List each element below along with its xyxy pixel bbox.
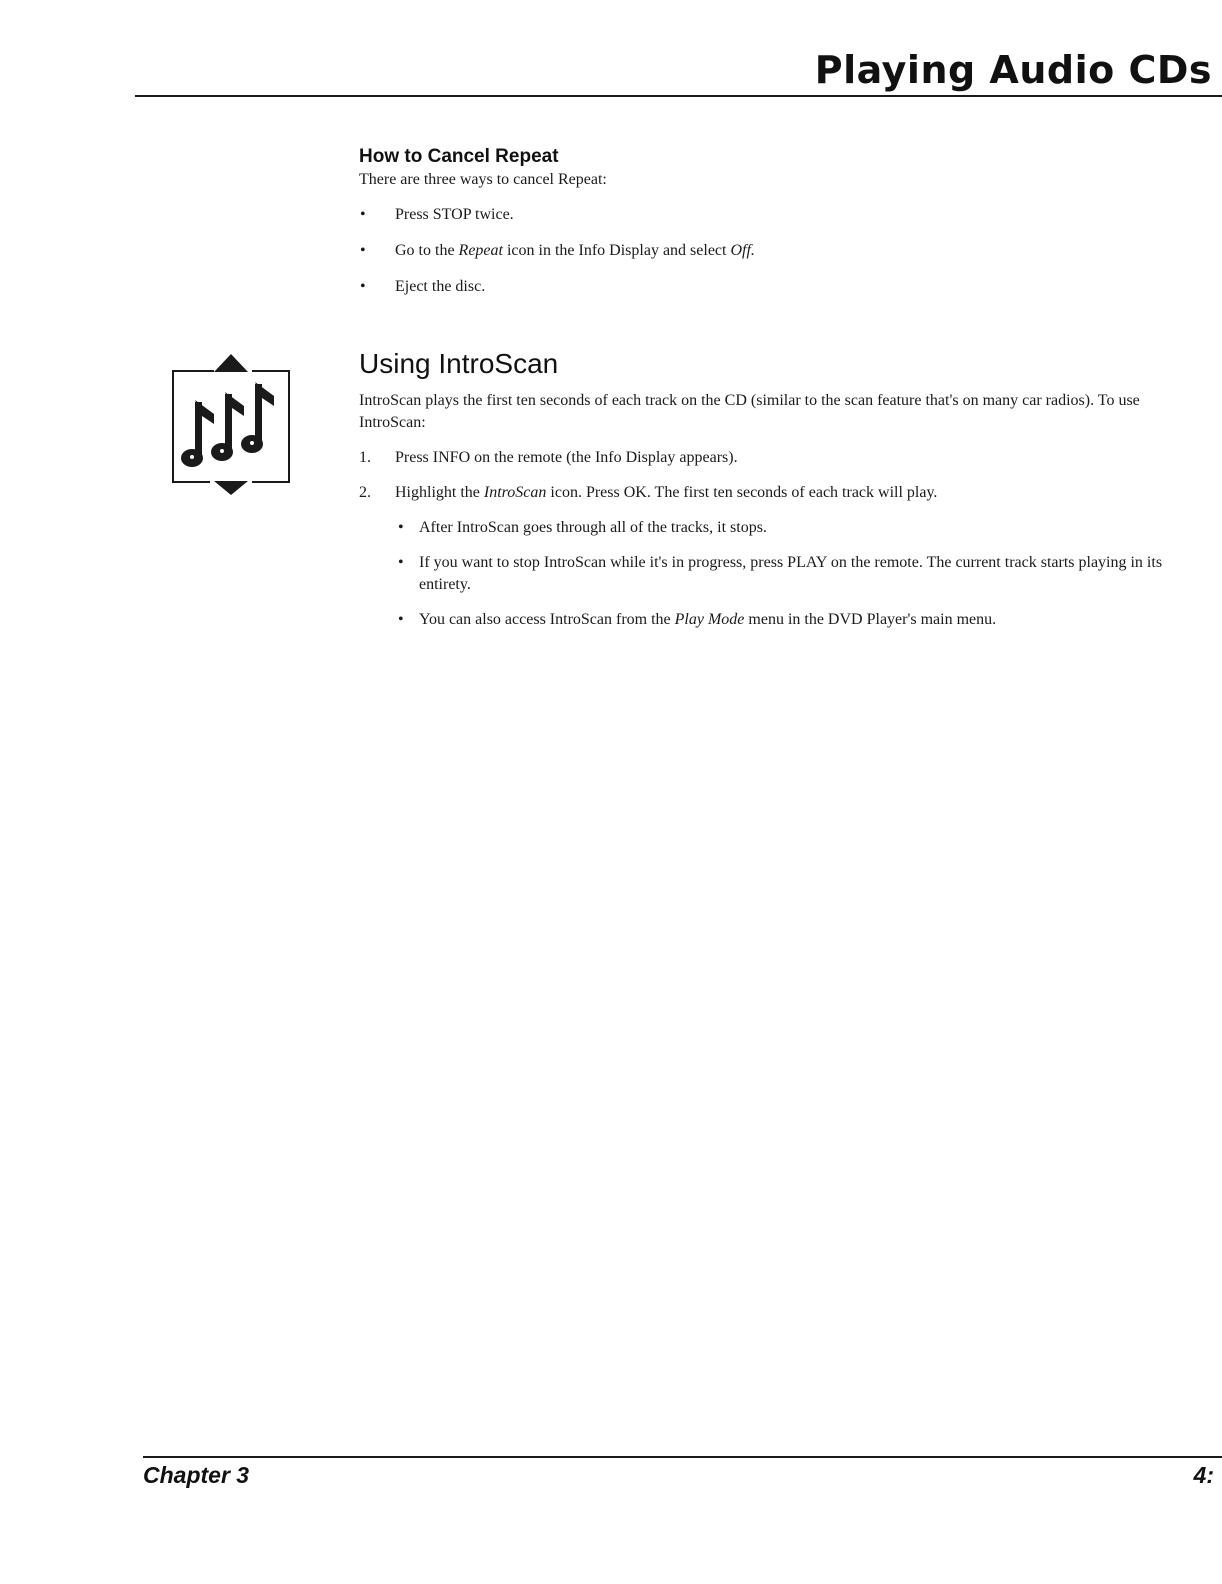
cancel-repeat-heading: How to Cancel Repeat (359, 146, 559, 167)
footer-rule (143, 1456, 1222, 1458)
list-item: • If you want to stop IntroScan while it's in progress, press PLAY on the remote. The current track starts playing in its entirety. (398, 554, 1163, 593)
list-item: • Eject the disc. (360, 278, 486, 295)
footer-chapter: Chapter 3 (143, 1462, 250, 1488)
header-rule (135, 95, 1222, 97)
introscan-music-notes-icon (170, 350, 292, 496)
cancel-repeat-section (359, 145, 1210, 312)
introscan-heading: Using IntroScan (359, 348, 559, 379)
list-item: • After IntroScan goes through all of the tracks, it stops. (398, 519, 767, 536)
list-item: • Press STOP twice. (360, 206, 514, 223)
list-item: 1. Press INFO on the remote (the Info Display appears). (359, 449, 738, 466)
list-item: 2. Highlight the IntroScan icon. Press OK. The first ten seconds of each track will play. (359, 484, 938, 501)
introscan-intro: IntroScan plays the first ten seconds of each track on the CD (similar to the scan feature that's on many car radios). To use IntroScan: (359, 392, 1140, 431)
page-header-title: Playing Audio CDs (814, 48, 1212, 92)
introscan-steps (359, 447, 1210, 504)
cancel-repeat-intro: There are three ways to cancel Repeat: (359, 171, 607, 188)
list-item: • You can also access IntroScan from the Play Mode menu in the DVD Player's main menu. (398, 611, 997, 628)
cancel-repeat-list (359, 204, 1210, 298)
introscan-notes (359, 517, 1210, 631)
list-item: • Go to the Repeat icon in the Info Display and select Off. (360, 242, 755, 259)
introscan-section (359, 346, 1210, 644)
page-number: 4: (1193, 1462, 1214, 1488)
